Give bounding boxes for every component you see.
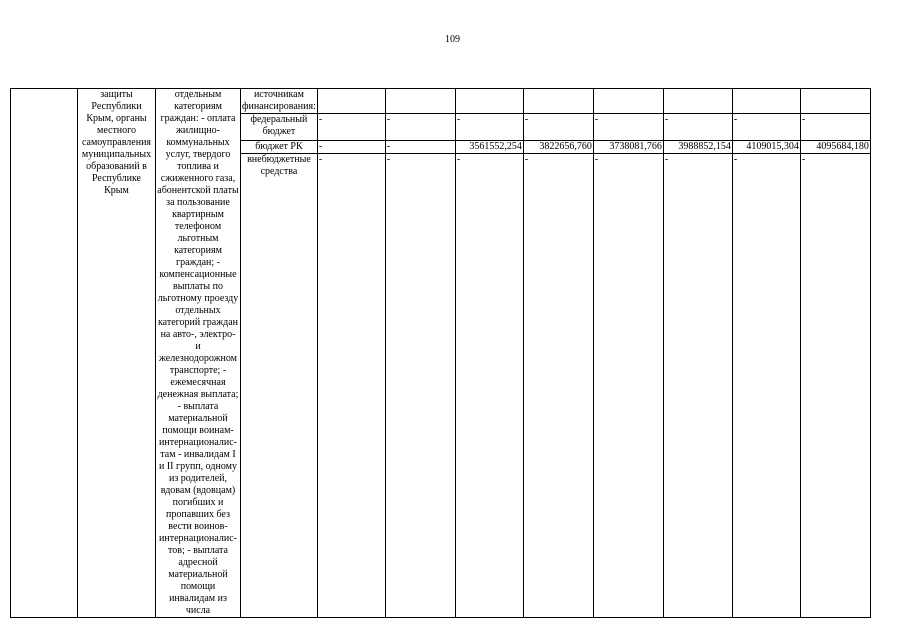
- value-cell: [732, 89, 800, 114]
- value-cell: -: [523, 154, 593, 618]
- value-cell: -: [663, 154, 732, 618]
- value-cell: -: [800, 114, 870, 141]
- value-cell: -: [317, 154, 385, 618]
- empty-cell: [11, 89, 78, 618]
- value-cell: -: [593, 154, 663, 618]
- activity-description-cell: отдельным категориям граждан: - оплата жилищно-коммунальных услуг, твердого топлива и сжиженного газа, абонентской платы за пользование квартирным телефоном льготным категориям граждан; - компенсационные выплаты по льготному проезду отдельных категорий граждан на авто-, электро- и железнодорожном транспорте; - ежемесячная денежная выплата; - выплата материальной помощи воинам-интернационалис-там - инвалидам I и II групп, одному из родителей, вдовам (вдовцам) погибших и пропавших без вести воинов-интернационалис-тов; - выплата адресной материальной помощи инвалидам из числа: [157, 89, 239, 616]
- value-cell: [523, 89, 593, 114]
- value-cell: 3822656,760: [523, 140, 593, 153]
- source-label: источникам финансирования:: [242, 89, 316, 112]
- table-row: [11, 89, 871, 114]
- value-cell: [663, 89, 732, 114]
- page-number: 109: [445, 34, 460, 45]
- value-cell: [317, 89, 385, 114]
- value-cell: -: [317, 140, 385, 153]
- value-cell: -: [385, 114, 455, 141]
- value-cell: -: [523, 114, 593, 141]
- value-cell: -: [732, 154, 800, 618]
- value-cell: [455, 89, 523, 114]
- value-cell: -: [385, 140, 455, 153]
- value-cell: [593, 89, 663, 114]
- value-cell: 3738081,766: [593, 140, 663, 153]
- value-cell: -: [732, 114, 800, 141]
- source-label: бюджет РК: [241, 140, 318, 153]
- value-cell: 4095684,180: [800, 140, 870, 153]
- value-cell: -: [317, 114, 385, 141]
- source-label: федеральный бюджет: [241, 114, 318, 141]
- financing-table: [10, 88, 871, 618]
- value-cell: 4109015,304: [732, 140, 800, 153]
- value-cell: -: [663, 114, 732, 141]
- value-cell: [800, 89, 870, 114]
- value-cell: 3561552,254: [455, 140, 523, 153]
- value-cell: -: [385, 154, 455, 618]
- value-cell: -: [800, 154, 870, 618]
- value-cell: 3988852,154: [663, 140, 732, 153]
- value-cell: -: [455, 154, 523, 618]
- source-label: внебюджетные средства: [241, 154, 318, 618]
- value-cell: -: [455, 114, 523, 141]
- responsible-executor-cell: защиты Республики Крым, органы местного самоуправления муниципальных образований в Республике Крым: [78, 89, 156, 618]
- value-cell: [385, 89, 455, 114]
- value-cell: -: [593, 114, 663, 141]
